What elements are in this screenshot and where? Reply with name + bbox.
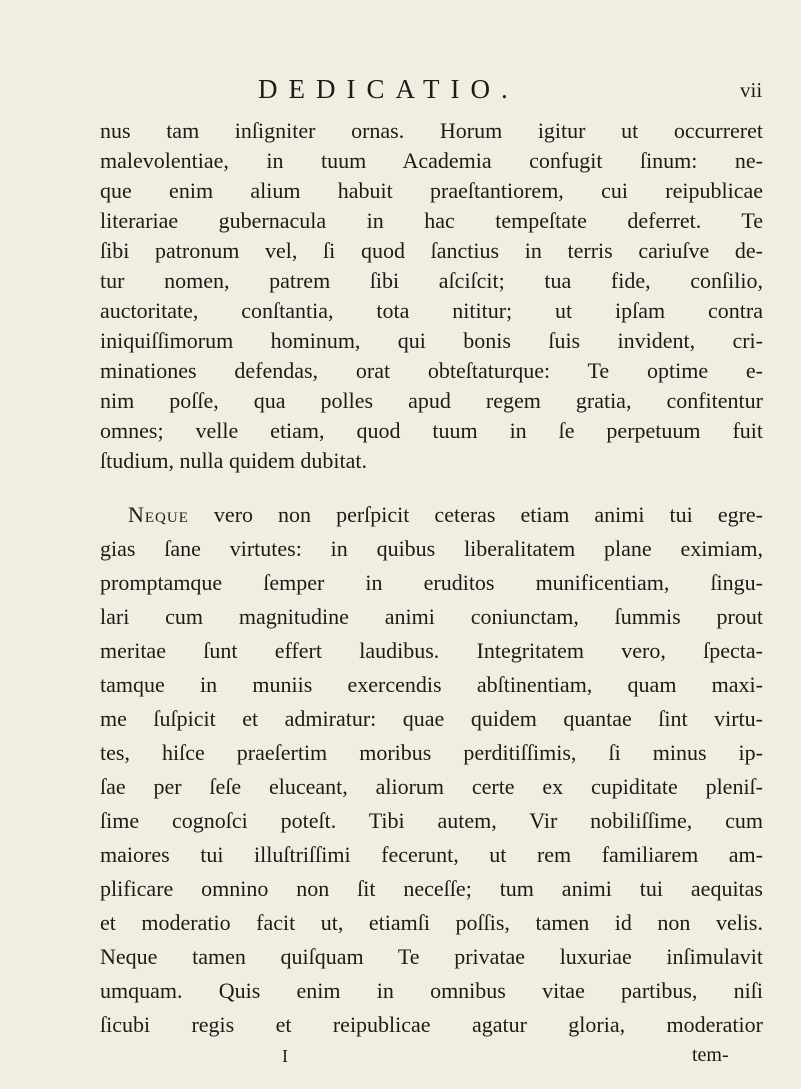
text-line: iniquiſſimorum hominum, qui bonis ſuis invident, cri- <box>100 328 763 353</box>
text-line-rest: vero non perſpicit ceteras etiam animi tui egre- <box>188 502 763 527</box>
text-line: tes, hiſce praeſertim moribus perditiſſimis, ſi minus ip- <box>100 740 763 765</box>
running-header <box>0 74 801 110</box>
text-line: malevolentiae, in tuum Academia confugit ſinum: ne- <box>100 148 763 173</box>
text-line: plificare omnino non ſit neceſſe; tum animi tui aequitas <box>100 876 763 901</box>
text-line: literariae gubernacula in hac tempeſtate deferret. Te <box>100 208 763 233</box>
signature-mark: I <box>282 1046 288 1066</box>
text-line: ſae per ſeſe eluceant, aliorum certe ex cupiditate pleniſ- <box>100 774 763 799</box>
text-line: ſibi patronum vel, ſi quod ſanctius in terris cariuſve de- <box>100 238 763 263</box>
text-line: Neque tamen quiſquam Te privatae luxuriae inſimulavit <box>100 944 763 969</box>
catchword: tem- <box>692 1044 729 1066</box>
text-line: nim poſſe, qua polles apud regem gratia, confitentur <box>100 388 763 413</box>
text-line: lari cum magnitudine animi coniunctam, ſummis prout <box>100 604 763 629</box>
text-line: et moderatio facit ut, etiamſi poſſis, tamen id non velis. <box>100 910 763 935</box>
text-line: me ſuſpicit et admiratur: quae quidem quantae ſint virtu- <box>100 706 763 731</box>
text-line: umquam. Quis enim in omnibus vitae partibus, niſi <box>100 978 763 1003</box>
text-line: minationes defendas, orat obteſtaturque: Te optime e- <box>100 358 763 383</box>
paragraph-lead: Neque <box>128 502 189 527</box>
text-line: tur nomen, patrem ſibi aſciſcit; tua fide, conſilio, <box>100 268 763 293</box>
text-line: meritae ſunt effert laudibus. Integritatem vero, ſpecta- <box>100 638 763 663</box>
text-line: ſtudium, nulla quidem dubitat. <box>100 448 368 473</box>
text-line: nus tam inſigniter ornas. Horum igitur ut occurreret <box>100 118 763 143</box>
text-line: promptamque ſemper in eruditos munificentiam, ſingu- <box>100 570 763 595</box>
text-line <box>128 500 763 530</box>
text-line: omnes; velle etiam, quod tuum in ſe perpetuum fuit <box>100 418 763 443</box>
text-line: auctoritate, conſtantia, tota nititur; ut ipſam contra <box>100 298 763 323</box>
text-line: ſicubi regis et reipublicae agatur gloria, moderatior <box>100 1012 763 1037</box>
text-line: ſime cognoſci poteſt. Tibi autem, Vir nobiliſſime, cum <box>100 808 763 833</box>
text-line: tamque in muniis exercendis abſtinentiam, quam maxi- <box>100 672 763 697</box>
text-line: que enim alium habuit praeſtantiorem, cui reipublicae <box>100 178 763 203</box>
text-line: maiores tui illuſtriſſimi fecerunt, ut rem familiarem am- <box>100 842 763 867</box>
header-title: DEDICATIO. <box>258 74 519 104</box>
page-number: vii <box>740 78 763 102</box>
text-line: gias ſane virtutes: in quibus liberalitatem plane eximiam, <box>100 536 763 561</box>
